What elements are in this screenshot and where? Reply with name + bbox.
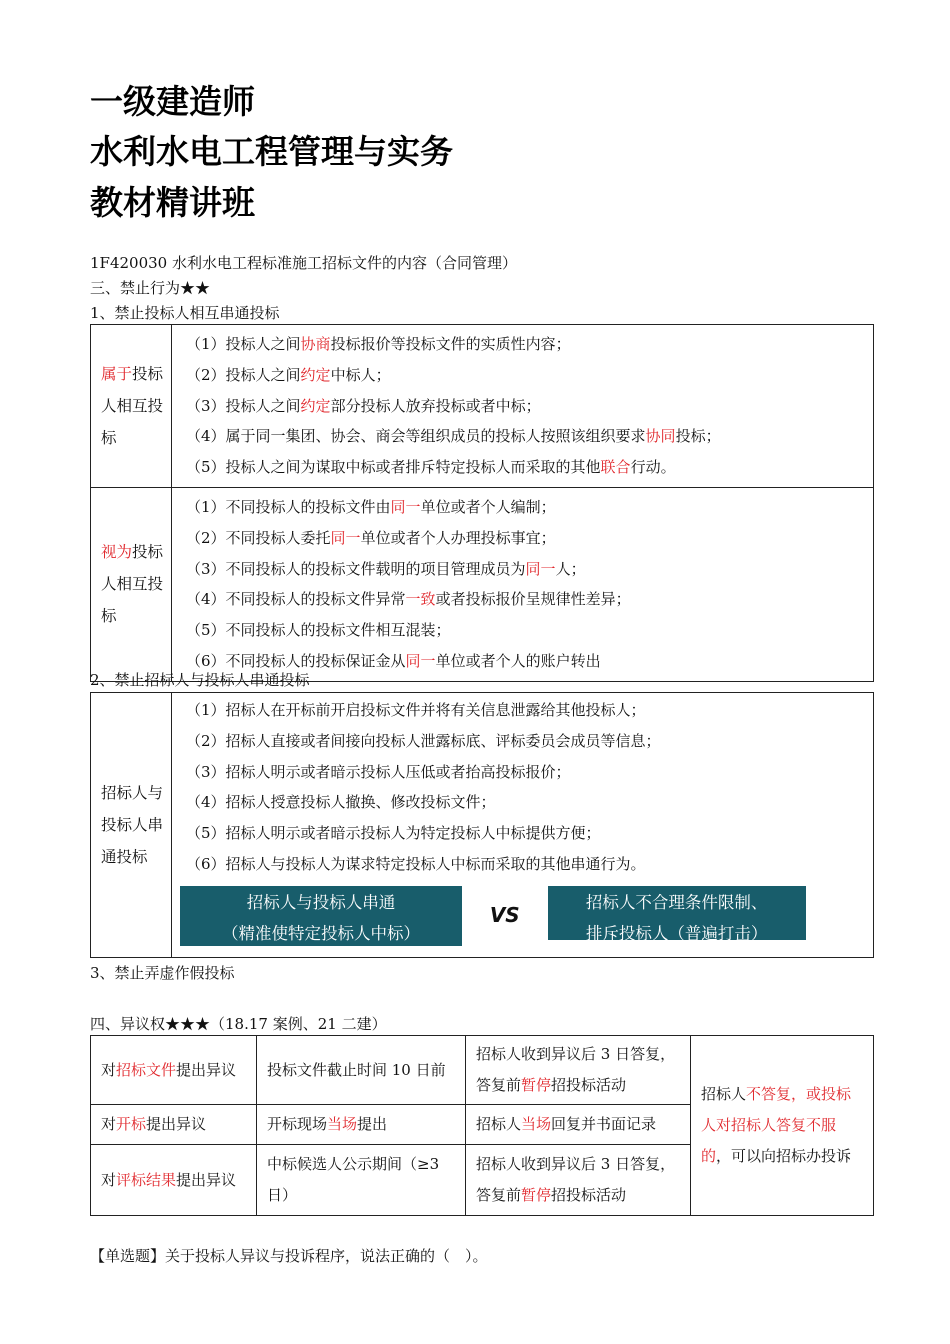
timing-cell: 中标候选人公示期间（≥3 日） (257, 1145, 466, 1216)
vs-label: VS (489, 903, 520, 928)
list-item: （6）不同投标人的投标保证金从同一单位或者个人的账户转出 (186, 651, 601, 670)
list-item: （4）属于同一集团、协会、商会等组织成员的投标人按照该组织要求协同投标； (186, 427, 721, 446)
list-item: （6）招标人与投标人为谋求特定投标人中标而采取的其他串通行为。 (186, 854, 646, 873)
section-code: 1F420030 水利水电工程标准施工招标文件的内容（合同管理） (90, 254, 517, 272)
response-cell: 招标人收到异议后 3 日答复，答复前暂停招投标活动 (466, 1145, 691, 1216)
objection-target-cell: 对招标文件提出异议 (91, 1036, 257, 1105)
row1-label: 属于投标人相互投标 (91, 325, 172, 488)
list-item: （3）不同投标人的投标文件载明的项目管理成员为同一人； (186, 559, 586, 578)
collusion-table (90, 324, 874, 682)
subheading-2: 2、禁止招标人与投标人串通投标 (90, 671, 310, 689)
timing-cell: 开标现场当场提出 (257, 1105, 466, 1145)
objection-target-cell: 对评标结果提出异议 (91, 1145, 257, 1216)
title-line-2: 水利水电工程管理与实务 (90, 132, 453, 171)
row2-label: 视为投标人相互投标 (91, 487, 172, 681)
section3-heading: 三、禁止行为★★ (90, 279, 211, 297)
list-item: （1）招标人在开标前开启投标文件并将有关信息泄露给其他投标人； (186, 701, 646, 719)
list-item: （5）招标人明示或者暗示投标人为特定投标人中标提供方便； (186, 824, 601, 843)
list-item: （2）投标人之间约定中标人； (186, 365, 391, 384)
list-item: （2）招标人直接或者间接向投标人泄露标底、评标委员会成员等信息； (186, 731, 661, 750)
title-line-1: 一级建造师 (90, 82, 255, 121)
list-item: （4）不同投标人的投标文件异常一致或者投标报价呈规律性差异； (186, 590, 631, 609)
list-item: （1）投标人之间协商投标报价等投标文件的实质性内容； (186, 335, 571, 353)
table2-label: 招标人与投标人串通投标 (91, 693, 172, 958)
list-item: （3）投标人之间约定部分投标人放弃投标或者中标； (186, 396, 541, 415)
objection-table (90, 1035, 874, 1216)
row1-items (172, 325, 874, 488)
collusion-box: 招标人与投标人串通 （精准使特定投标人中标） (180, 886, 462, 946)
subheading-1: 1、禁止投标人相互串通投标 (90, 304, 280, 322)
list-item: （4）招标人授意投标人撤换、修改投标文件； (186, 793, 496, 812)
restriction-box: 招标人不合理条件限制、 排斥投标人（普遍打击） (548, 886, 806, 940)
tenderer-collusion-table (90, 692, 874, 958)
complaint-cell: 招标人不答复，或投标人对招标人答复不服的，可以向招标办投诉 (691, 1036, 874, 1216)
table2-items (172, 693, 874, 958)
response-cell: 招标人当场回复并书面记录 (466, 1105, 691, 1145)
list-item: （1）不同投标人的投标文件由同一单位或者个人编制； (186, 497, 556, 516)
comparison-row (180, 886, 873, 946)
objection-target-cell: 对开标提出异议 (91, 1105, 257, 1145)
list-item: （3）招标人明示或者暗示投标人压低或者抬高投标报价； (186, 762, 571, 781)
timing-cell: 投标文件截止时间 10 日前 (257, 1036, 466, 1105)
title-line-3: 教材精讲班 (90, 183, 255, 222)
response-cell: 招标人收到异议后 3 日答复，答复前暂停招投标活动 (466, 1036, 691, 1105)
section4-heading: 四、异议权★★★（18.17 案例、21 二建） (90, 1015, 387, 1033)
list-item: （5）不同投标人的投标文件相互混装； (186, 621, 451, 640)
list-item: （5）投标人之间为谋取中标或者排斥特定投标人而采取的其他联合行动。 (186, 458, 676, 477)
subheading-3: 3、禁止弄虚作假投标 (90, 964, 235, 982)
row2-items (172, 487, 874, 681)
question-text: 【单选题】关于投标人异议与投诉程序，说法正确的（ ）。 (90, 1247, 488, 1265)
list-item: （2）不同投标人委托同一单位或者个人办理投标事宜； (186, 528, 556, 547)
